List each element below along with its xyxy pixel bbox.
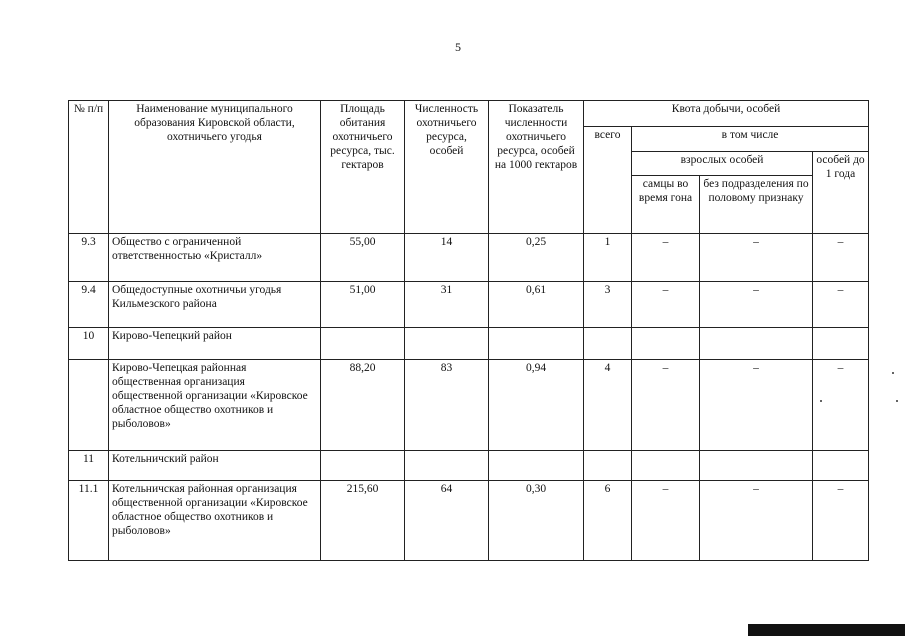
header-males: самцы во время гона: [632, 176, 700, 234]
row-num: 9.3: [69, 234, 109, 282]
row-count: [405, 328, 489, 360]
table-row: [69, 360, 869, 451]
row-num: 11.1: [69, 481, 109, 561]
row-density: 0,61: [489, 282, 584, 328]
row-name: Котельничский район: [109, 451, 321, 481]
row-young: –: [813, 234, 869, 282]
row-males: –: [632, 282, 700, 328]
row-total: 3: [584, 282, 632, 328]
scan-speck: [820, 400, 822, 402]
row-area: 55,00: [321, 234, 405, 282]
header-name: Наименование муниципального образования Кировской области, охотничьего угодья: [109, 101, 321, 234]
header-quota: Квота добычи, особей: [584, 101, 869, 127]
header-area: Площадь обитания охотничьего ресурса, тыс. гектаров: [321, 101, 405, 234]
row-density: 0,25: [489, 234, 584, 282]
scan-speck: [896, 400, 898, 402]
header-young: особей до 1 года: [813, 152, 869, 234]
row-count: 31: [405, 282, 489, 328]
row-total: [584, 451, 632, 481]
row-young: –: [813, 282, 869, 328]
header-adults: взрослых особей: [632, 152, 813, 176]
row-nosex: –: [700, 481, 813, 561]
row-count: 14: [405, 234, 489, 282]
header-including: в том числе: [632, 127, 869, 152]
header-nosex: без подразделения по половому признаку: [700, 176, 813, 234]
scan-speck: [892, 372, 894, 374]
table-row: [69, 234, 869, 282]
row-total: 4: [584, 360, 632, 451]
scan-artifact-bar: [748, 624, 905, 636]
row-young: [813, 451, 869, 481]
page-number: 5: [455, 40, 461, 54]
row-area: 215,60: [321, 481, 405, 561]
table-row: [69, 282, 869, 328]
row-area: [321, 451, 405, 481]
row-nosex: [700, 451, 813, 481]
row-name: Общество с ограниченной ответственностью «Кристалл»: [109, 234, 321, 282]
header-count: Численность охотничьего ресурса, особей: [405, 101, 489, 234]
row-area: 51,00: [321, 282, 405, 328]
row-young: –: [813, 481, 869, 561]
header-density: Показатель численности охотничьего ресурса, особей на 1000 гектаров: [489, 101, 584, 234]
row-area: 88,20: [321, 360, 405, 451]
row-num: [69, 360, 109, 451]
row-count: 83: [405, 360, 489, 451]
row-area: [321, 328, 405, 360]
table-row: [69, 328, 869, 360]
row-count: [405, 451, 489, 481]
row-name: Кирово-Чепецкая районная общественная организация общественной организации «Кировское областное общество охотников и рыболовов»: [109, 360, 321, 451]
row-count: 64: [405, 481, 489, 561]
row-density: [489, 451, 584, 481]
row-name: Общедоступные охотничьи угодья Кильмезского района: [109, 282, 321, 328]
header-num: № п/п: [69, 101, 109, 234]
row-males: –: [632, 234, 700, 282]
table-row: [69, 451, 869, 481]
row-name: Котельничская районная организация общественной организации «Кировское областное общество охотников и рыболовов»: [109, 481, 321, 561]
row-name: Кирово-Чепецкий район: [109, 328, 321, 360]
row-density: 0,94: [489, 360, 584, 451]
hunting-quota-table: [68, 100, 869, 561]
row-density: 0,30: [489, 481, 584, 561]
header-total: всего: [584, 127, 632, 234]
row-nosex: –: [700, 282, 813, 328]
row-num: 11: [69, 451, 109, 481]
row-young: [813, 328, 869, 360]
row-num: 9.4: [69, 282, 109, 328]
row-males: –: [632, 481, 700, 561]
row-density: [489, 328, 584, 360]
row-total: 6: [584, 481, 632, 561]
row-num: 10: [69, 328, 109, 360]
row-males: [632, 451, 700, 481]
row-young: –: [813, 360, 869, 451]
row-total: 1: [584, 234, 632, 282]
row-nosex: –: [700, 234, 813, 282]
row-males: [632, 328, 700, 360]
row-nosex: –: [700, 360, 813, 451]
table-row: [69, 481, 869, 561]
row-males: –: [632, 360, 700, 451]
row-total: [584, 328, 632, 360]
row-nosex: [700, 328, 813, 360]
